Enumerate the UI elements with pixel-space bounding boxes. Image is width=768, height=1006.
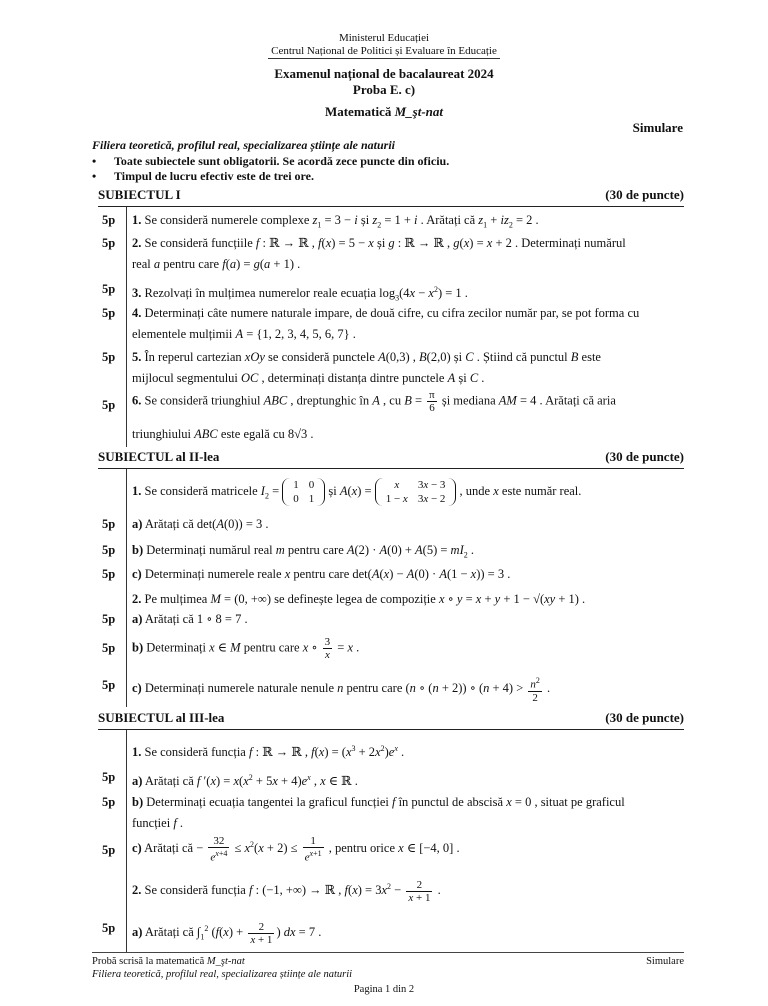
section-header: SUBIECTUL al III-lea (30 de puncte) <box>98 710 684 725</box>
footer-rule <box>92 952 684 953</box>
center-name: Centrul Național de Politici și Evaluare în Educație <box>271 45 497 57</box>
track-label: Filiera teoretică, profilul real, specializarea științe ale naturii <box>92 138 395 152</box>
section-rule <box>98 729 684 730</box>
section-rule <box>98 468 684 469</box>
section-header: SUBIECTUL I (30 de puncte) <box>98 187 684 202</box>
exam-page: Ministerul Educației Centrul Național de Politici și Evaluare în Educație Examenul național de bacalaureat 2024 Proba E. c) Matematică M_şt-nat Simulare Filiera teoretică, profilul real, specializarea științe ale naturii • Toate subiectele sunt obligatorii. Se acordă zece puncte din oficiu. • Timpul de lucru efectiv este de trei ore. SUBIECTUL I (30 de puncte) 5p 1. Se consideră numerele complexe $z_1 = 3 - i$ și $z_2 = 1 + i$ . Arătați că $z_1 + iz_2 = 2$ . 5p 2. Se consideră funcțiile f : ℝ → ℝ , f(x) = 5 − x și g : ℝ → ℝ , g(x) = x + 2 . Determinați numărul real a pentru care f(a) = g(a + 1) . 5p 3. Rezolvați în mulțimea numerelor reale ecuația $\log_3(4x - x^2) = 1$ . 5p 4. Determinați câte numere naturale impare, de două cifre, cu cifra zecilor număr par, se pot forma cu elementele mulțimii A = {1, 2, 3, 4, 5, 6, 7} . 5p 5. În reperul cartezian xOy se consideră punctele A(0,3) , B(2,0) și C . Știind că punctul B este mijlocul segmentului OC , determinați distanța dintre punctele A și C . 5p 6. Se consideră triunghiul ABC , dreptunghic în A , cu B = $\frac{\pi}{6}$ și mediana AM = 4 . Arătați că aria triunghiului ABC este egală cu 8√3 . SUBIECTUL al II-lea (30 de puncte) 1. Se consideră matricele $I_2$ = 1 0 0 1 și A(x) = x 3x − 3 1 − x 3x − 2 , unde x este număr real. 5p a) Arătați că det(A(0)) = 3 . 5p b) Determinați numărul real m pentru care $A(2) \cdot A(0) + A(5) = mI_2$ . 5p c) Determinați numerele reale x pentru care det(A(x) − A(0) · A(1 − x)) = 3 . 2. Pe mulțimea M = (0, +∞) se definește legea de compoziție x ∘ y = x + y + 1 − √(xy + 1) . 5p a) Arătați că 1 ∘ 8 = 7 . 5p b) Determinați x ∈ M pentru care x ∘ $\frac{3}{x}$ = x . 5p c) Determinați numerele naturale nenule n pentru care (n ∘ (n + 2)) ∘ (n + 4) > $\frac{n^2}{2}$ . SUBIECTUL al III-lea (30 de puncte) 1. Se consideră funcția f : ℝ → ℝ , $f(x) = (x^3 + 2x^2)e^x$ . 5p a) Arătați că f $'(x) = x(x^2 + 5x + 4)e^x$ , x ∈ ℝ . 5p b) Determinați ecuația tangentei la graficul funcției f în punctul de abscisă x = 0 , situat pe graficul funcției f . 5p c) Arătați că − $\frac{32}{e^{x+4}}$ ≤ $x^2(x + 2)$ ≤ $\frac{1}{e^{x+1}}$ , pentru orice x ∈ [−4, 0] . 2. Se consideră funcția f : (−1, +∞) → ℝ , $f(x) = 3x^2$ − $\frac{2}{x + 1}$ . 5p a) Arătați că $\int_1^2$ (f(x) + $\frac{2}{x + 1}$ ) dx = 7 . Probă scrisă la matematică M_şt-nat Filiera teoretică, profilul real, specializarea științe ale naturii Simulare Pagina 1 din 2 <box>0 0 768 1006</box>
simulation-label: Simulare <box>632 120 683 135</box>
score-column-line <box>126 469 127 707</box>
score-column-line <box>126 730 127 952</box>
section-rule <box>98 206 684 207</box>
footer-left-2: Filiera teoretică, profilul real, specializarea științe ale naturii <box>92 969 353 980</box>
section-header: SUBIECTUL al II-lea (30 de puncte) <box>98 449 684 464</box>
bullet-item: • Toate subiectele sunt obligatorii. Se acordă zece puncte din oficiu. <box>92 154 450 168</box>
probe-title: Proba E. c) <box>352 82 416 97</box>
footer-left-1: Probă scrisă la matematică M_şt-nat <box>92 956 245 967</box>
footer-right: Simulare <box>646 956 684 967</box>
exam-title: Examenul național de bacalaureat 2024 <box>274 66 494 81</box>
bullet-item: • Timpul de lucru efectiv este de trei ore. <box>92 169 314 183</box>
page-number: Pagina 1 din 2 <box>353 984 415 995</box>
header-rule <box>268 58 500 59</box>
score-column-line <box>126 207 127 447</box>
subject-title: Matematică M_şt-nat <box>324 104 444 119</box>
ministry-name: Ministerul Educației <box>338 32 430 44</box>
